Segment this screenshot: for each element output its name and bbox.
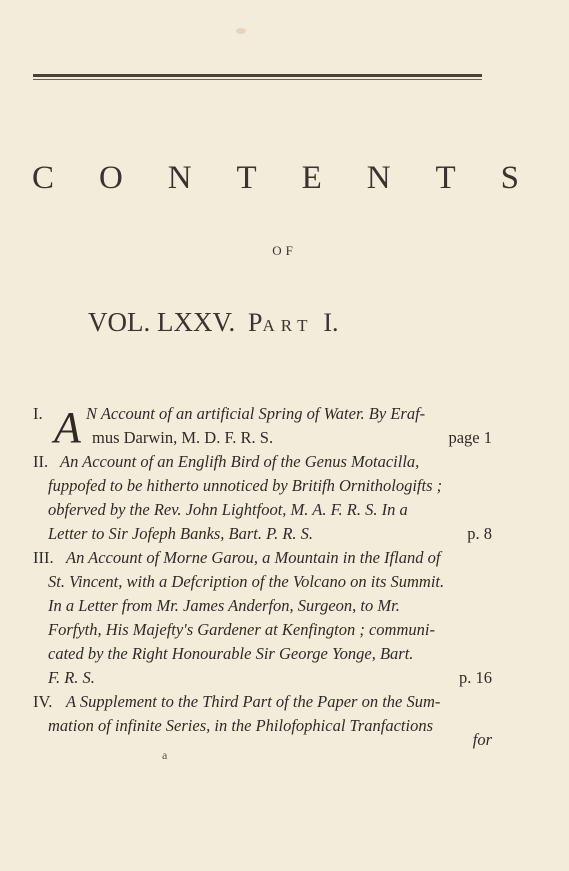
title-letter: N	[167, 160, 192, 196]
entry-3-line	[0, 666, 569, 690]
title-letter: T	[435, 160, 456, 196]
paper-blemish	[236, 28, 246, 34]
signature-mark: a	[162, 748, 168, 762]
entry-numeral: II.	[33, 452, 49, 471]
entry-text: obferved by the Rev. John Lightfoot, M. A. F. R. S. In a	[48, 500, 408, 519]
entry-text: St. Vincent, with a Defcription of the Volcano on its Summit.	[48, 572, 445, 591]
entry-text: F. R. S.	[48, 668, 95, 687]
entry-3-line	[0, 570, 569, 594]
entry-text: In a Letter from Mr. James Anderfon, Surgeon, to Mr.	[48, 596, 400, 615]
title-letter: E	[301, 160, 322, 196]
entry-text: mation of infinite Series, in the Philofophical Tranfactions	[48, 716, 433, 735]
catchword-line	[0, 728, 569, 748]
entry-text: Letter to Sir Jofeph Banks, Bart. P. R. S.	[48, 524, 314, 543]
entry-2-line	[0, 522, 569, 546]
entry-3-line	[0, 546, 569, 570]
entry-text: N Account of an artificial Spring of Water. By Eraf-	[86, 404, 426, 423]
entry-2-line	[0, 474, 569, 498]
of-label: OF	[272, 243, 297, 258]
entry-numeral: I.	[33, 404, 43, 423]
contents-title	[0, 160, 569, 200]
header-rule-thin	[33, 79, 482, 80]
part-numeral: I.	[323, 308, 339, 337]
title-letter: C	[32, 160, 55, 196]
entry-text: cated by the Right Honourable Sir George Yonge, Bart.	[48, 644, 414, 663]
entry-numeral: IV.	[33, 692, 53, 711]
title-letter: S	[500, 160, 519, 196]
entry-text: An Account of Morne Garou, a Mountain in the Ifland of	[66, 548, 441, 567]
entry-text: An Account of an Englifh Bird of the Genus Motacilla,	[60, 452, 420, 471]
title-letter: T	[236, 160, 257, 196]
title-letter: N	[366, 160, 391, 196]
entry-text: mus Darwin, M. D. F. R. S.	[92, 428, 274, 447]
entry-2-line	[0, 450, 569, 474]
entry-3-line	[0, 594, 569, 618]
entry-1-line	[0, 426, 569, 450]
volume-number: VOL. LXXV.	[88, 307, 236, 337]
page-number: p. 8	[467, 524, 492, 543]
drop-cap: A	[54, 403, 81, 452]
part-label: PART I.	[248, 308, 339, 337]
page-number: page 1	[448, 428, 492, 447]
entry-1-line	[0, 402, 569, 426]
entry-text: A Supplement to the Third Part of the Paper on the Sum-	[66, 692, 441, 711]
page-number: p. 16	[459, 668, 492, 687]
entry-4-line	[0, 690, 569, 714]
header-rule-thick	[33, 74, 482, 77]
entry-numeral: III.	[33, 548, 54, 567]
volume-heading	[88, 307, 339, 338]
entry-text: Forfyth, His Majefty's Gardener at Kenfington ; communi-	[48, 620, 435, 639]
entry-text: fuppofed to be hitherto unnoticed by Britifh Ornithologifts ;	[48, 476, 443, 495]
entry-3-line	[0, 618, 569, 642]
catchword: for	[472, 730, 492, 749]
entry-3-line	[0, 642, 569, 666]
entry-2-line	[0, 498, 569, 522]
title-letter: O	[98, 160, 123, 196]
